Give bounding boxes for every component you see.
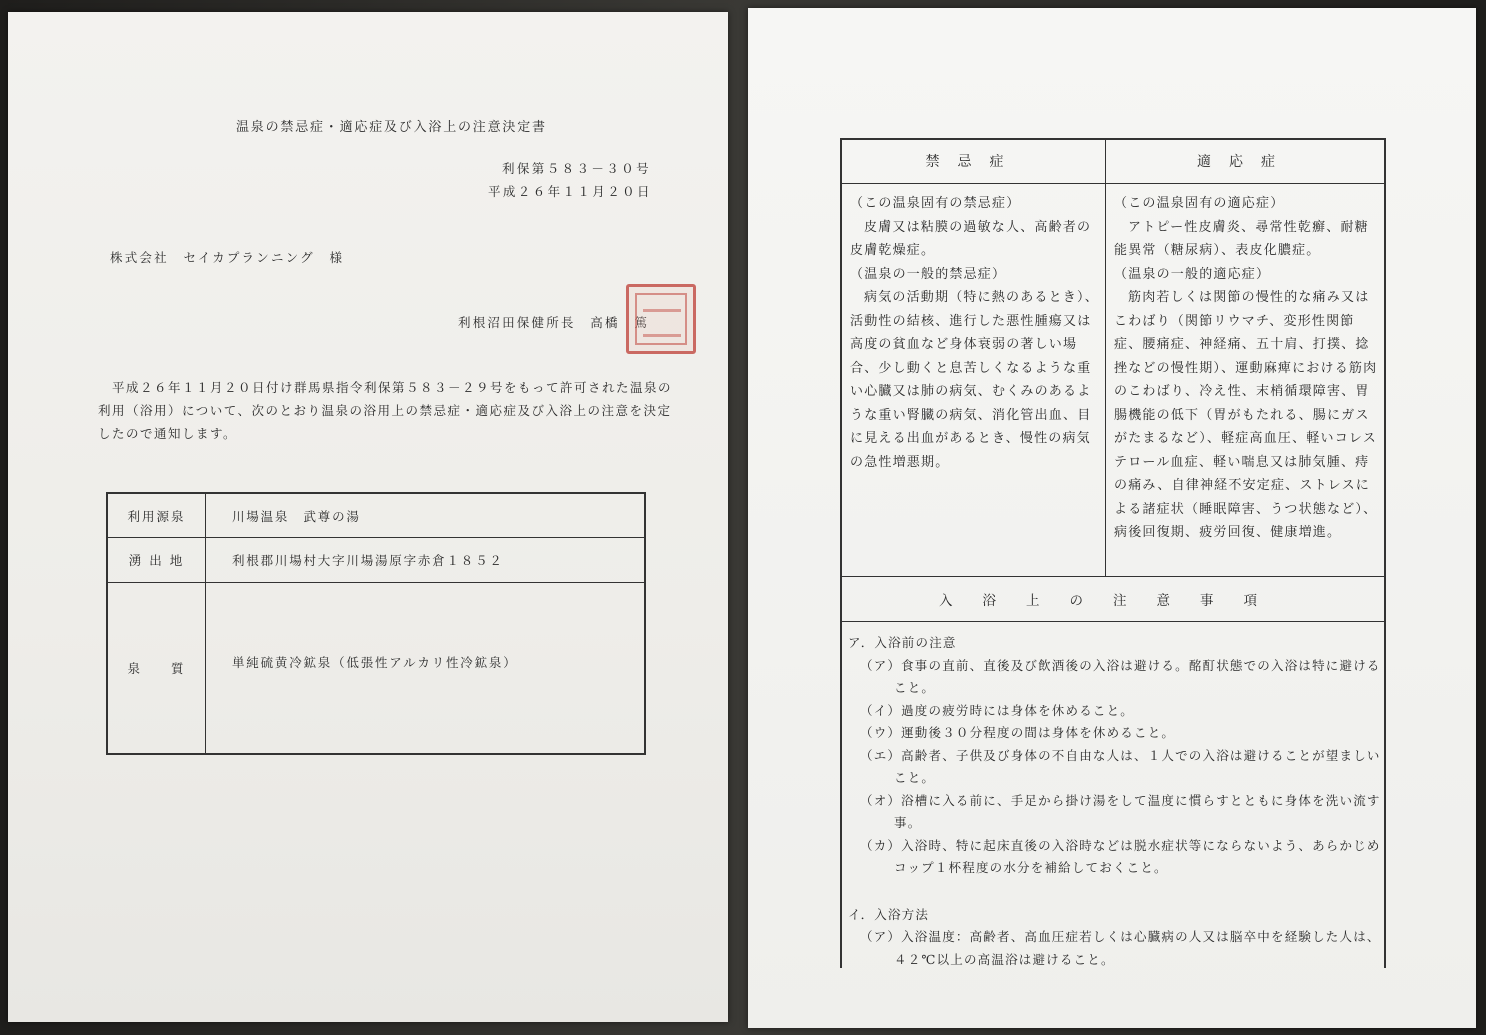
section-b-title: イ．入浴方法 [848, 906, 930, 922]
official-seal-stamp [626, 284, 696, 354]
spacer [848, 880, 1382, 902]
indic-general-title: （温泉の一般的適応症） [1114, 266, 1271, 282]
sender: 利根沼田保健所長 高橋 篤 [458, 315, 650, 330]
conditions-table [840, 138, 1386, 968]
list-item: （オ）浴槽に入る前に、手足から掛け湯をして温度に慣らすとともに身体を洗い流す事。 [860, 792, 1381, 830]
list-item: （ア）入浴温度：高齢者、高血圧症若しくは心臓病の人又は脳卒中を経験した人は、４２℃以上の高温浴は避けること。 [860, 929, 1381, 967]
notice-page [8, 12, 728, 1022]
source-table [106, 492, 646, 755]
recipient: 株式会社 セイカプランニング 様 [110, 250, 345, 265]
contra-general-text: 病気の活動期（特に熱のあるとき）、活動性の結核、進行した悪性腫瘍又は高度の貧血など身体衰弱の著しい場合、少し動くと息苦しくなるような重い心臓又は肺の病気、むくみのあるような重い腎臓の病気、消化管出血、目に見える出血があるとき、慢性の病気の急性増悪期。 [850, 290, 1099, 470]
table-header [842, 138, 1384, 184]
indications-column [1106, 184, 1384, 576]
list-item: （イ）過度の疲労時には身体を休めること。 [860, 702, 1135, 718]
conditions-columns [842, 184, 1384, 576]
contra-specific-text: 皮膚又は粘膜の過敏な人、高齢者の皮膚乾燥症。 [850, 219, 1092, 258]
row-value-location: 利根郡川場村大字川場湯原字赤倉１８５２ [232, 553, 504, 568]
bathing-notes-header: 入浴上の注意事項 [842, 576, 1384, 622]
header-indications: 適応症 [1197, 154, 1293, 170]
row-label-source: 利用源泉 [108, 494, 206, 537]
header-contraindications: 禁忌症 [842, 138, 1106, 184]
document-number: 利保第５８３－３０号 [502, 161, 652, 176]
indic-general-text: 筋肉若しくは関節の慢性的な痛み又はこわばり（関節リウマチ、変形性関節症、腰痛症、神経痛、五十肩、打撲、捻挫などの慢性期）、運動麻痺における筋肉のこわばり、冷え性、末梢循環障害、胃腸機能の低下（胃がもたれる、腸にガスがたまるなど）、軽症高血圧、軽いコレステロール血症、軽い喘息又は肺気腫、痔の痛み、自律神経不安定症、ストレスによる諸症状（睡眠障害、うつ状態など）、病後回復期、疲労回復、健康増進。 [1114, 290, 1378, 540]
section-a-title: ア．入浴前の注意 [848, 635, 957, 650]
indic-specific-text: アトピー性皮膚炎、尋常性乾癬、耐糖能異常（糖尿病）、表皮化膿症。 [1114, 219, 1369, 258]
notice-body [98, 376, 678, 445]
notice-body-text: 平成２６年１１月２０日付け群馬県指令利保第５８３－２９号をもって許可された温泉の利用（浴用）について、次のとおり温泉の浴用上の禁忌症・適応症及び入浴上の注意を決定したので通知します。 [98, 380, 673, 441]
indic-specific-title: （この温泉固有の適応症） [1114, 196, 1285, 211]
row-value-source: 川場温泉 武尊の湯 [232, 508, 361, 524]
contra-specific-title: （この温泉固有の禁忌症） [850, 196, 1021, 211]
document-title: 温泉の禁忌症・適応症及び入浴上の注意決定書 [236, 120, 547, 135]
bathing-notes [848, 630, 1382, 971]
contra-general-title: （温泉の一般的禁忌症） [850, 266, 1007, 282]
document-date: 平成２６年１１月２０日 [488, 184, 652, 199]
list-item: （ウ）運動後３０分程度の間は身体を休めること。 [860, 725, 1176, 740]
table-row [108, 583, 644, 753]
contraindications-column [842, 184, 1106, 576]
row-label-spring-quality: 泉 質 [108, 583, 206, 753]
list-item: （ア）食事の直前、直後及び飲酒後の入浴は避ける。酩酊状態での入浴は特に避けること。 [860, 657, 1381, 695]
list-item: （カ）入浴時、特に起床直後の入浴時などは脱水症状等にならないよう、あらかじめコップ１杯程度の水分を補給しておくこと。 [860, 837, 1381, 875]
table-row [108, 494, 644, 538]
conditions-page [748, 8, 1476, 1028]
row-value-spring-quality: 単純硫黄冷鉱泉（低張性アルカリ性冷鉱泉） [232, 655, 518, 670]
table-row [108, 538, 644, 583]
row-label-location: 湧 出 地 [108, 538, 206, 582]
list-item: （エ）高齢者、子供及び身体の不自由な人は、１人での入浴は避けることが望ましいこと。 [860, 747, 1381, 785]
